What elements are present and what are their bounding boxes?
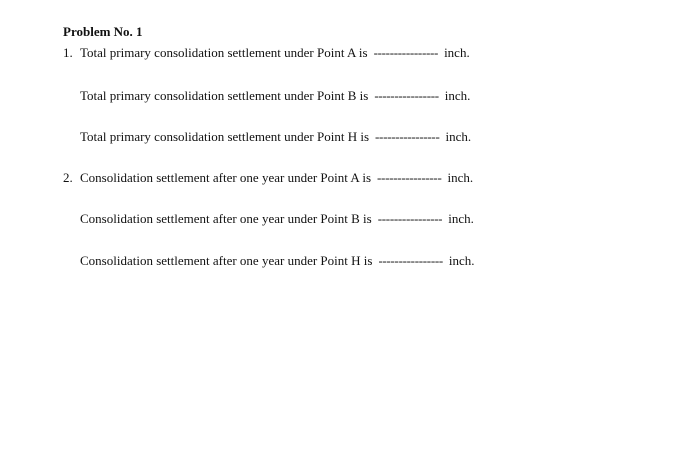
- question-line-2b: [80, 211, 474, 227]
- question-number: 2.: [63, 170, 73, 185]
- answer-unit: inch.: [445, 129, 472, 144]
- answer-blank: ----------------: [373, 45, 439, 60]
- answer-blank: ----------------: [377, 211, 443, 226]
- question-line-2a: [63, 170, 473, 186]
- problem-title: Problem No. 1: [63, 24, 143, 39]
- question-text: Total primary consolidation settlement under Point B is: [80, 88, 369, 103]
- question-line-1a: [63, 45, 470, 61]
- question-number: 1.: [63, 45, 73, 60]
- answer-unit: inch.: [448, 211, 474, 226]
- question-line-1b: [80, 88, 470, 104]
- question-text: Total primary consolidation settlement under Point A is: [80, 45, 368, 60]
- answer-blank: ----------------: [374, 88, 439, 103]
- question-text: Total primary consolidation settlement under Point H is: [80, 129, 370, 144]
- question-text: Consolidation settlement after one year under Point B is: [80, 211, 372, 226]
- question-line-1c: [80, 129, 471, 145]
- answer-unit: inch.: [444, 45, 470, 60]
- answer-unit: inch.: [448, 253, 475, 268]
- answer-blank: ----------------: [378, 253, 443, 268]
- answer-unit: inch.: [444, 88, 471, 103]
- question-text: Consolidation settlement after one year under Point A is: [80, 170, 372, 185]
- answer-blank: ----------------: [377, 170, 442, 185]
- answer-blank: ----------------: [375, 129, 440, 144]
- question-text: Consolidation settlement after one year under Point H is: [80, 253, 373, 268]
- answer-unit: inch.: [447, 170, 474, 185]
- question-line-2c: [80, 253, 475, 269]
